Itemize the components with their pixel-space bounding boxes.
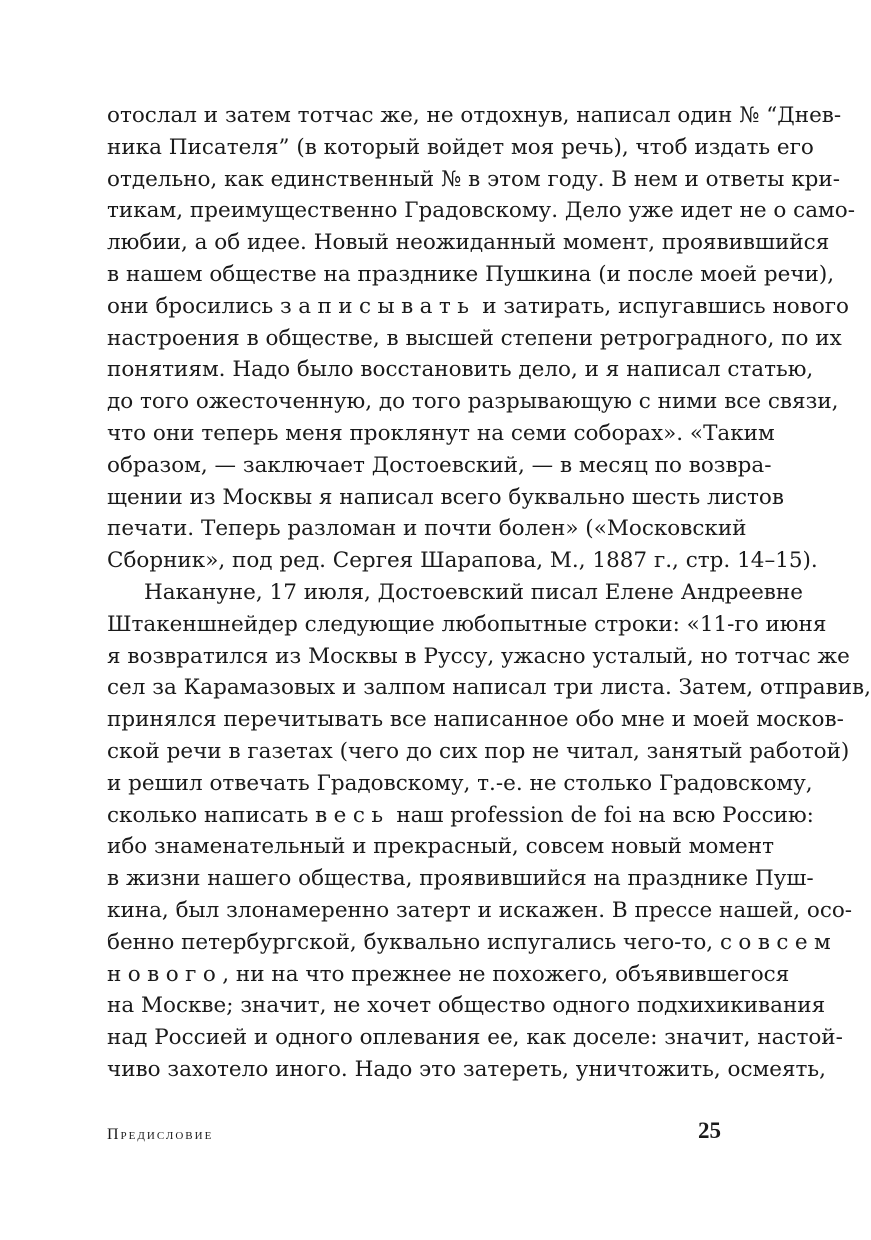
spaced-emphasis: весь <box>315 802 390 828</box>
text-line: отдельно, как единственный № в этом году. В нем и ответы кри- <box>107 166 840 192</box>
spaced-emphasis: записывать <box>280 293 476 319</box>
text-line: отослал и затем тотчас же, не отдохнув, написал один № “Днев- <box>107 103 842 128</box>
text-line <box>107 800 814 832</box>
text-line: любии, а об идее. Новый неожиданный момент, проявившийся <box>107 230 830 256</box>
text-line <box>107 959 790 991</box>
text-line <box>107 927 838 959</box>
text-line: ской речи в газетах (чего до сих пор не читал, занятый работой) <box>107 738 850 764</box>
text-line: образом, — заключает Достоевский, — в месяц по возвра- <box>107 452 772 478</box>
text-line: печати. Теперь разломан и почти болен» («Московский <box>107 516 747 542</box>
text-run: они бросились <box>107 293 281 319</box>
text-line: на Москве; значит, не хочет общество одного подхихикивания <box>107 993 826 1019</box>
text-line: ника Писателя” (в который войдет моя речь), чтоб издать его <box>107 134 814 160</box>
text-line <box>107 291 850 323</box>
text-line: тикам, преимущественно Градовскому. Дело уже идет не о само- <box>107 198 855 224</box>
text-run: , ни на что прежнее не похожего, объявившегося <box>222 961 790 987</box>
text-line: Штакеншнейдер следующие любопытные строки: «11-го июня <box>107 611 827 637</box>
text-run: и затирать, испугавшись нового <box>475 293 850 319</box>
text-line: кина, был злонамеренно затерт и искажен. В прессе нашей, осо- <box>107 897 853 923</box>
text-run: наш profession de foi на всю Россию: <box>389 802 814 828</box>
text-line: Накануне, 17 июля, Достоевский писал Елене Андреевне <box>144 579 803 605</box>
text-line: и решил отвечать Градовскому, т.-е. не столько Градовскому, <box>107 770 813 796</box>
text-line: в нашем обществе на празднике Пушкина (и после моей речи), <box>107 261 835 287</box>
spaced-emphasis: совсем <box>719 929 838 955</box>
text-run: бенно петербургской, буквально испугались чего-то, <box>107 929 720 955</box>
page-number: 25 <box>698 1118 721 1143</box>
text-line: я возвратился из Москвы в Руссу, ужасно усталый, но тотчас же <box>107 643 850 669</box>
text-run: сколько написать <box>107 802 316 828</box>
text-line: в жизни нашего общества, проявившийся на празднике Пуш- <box>107 866 814 892</box>
text-line: до того ожесточенную, до того разрывающую с ними все связи, <box>107 389 839 415</box>
text-line: чиво захотело иного. Надо это затереть, уничтожить, осмеять, <box>107 1056 826 1082</box>
text-line: над Россией и одного оплевания ее, как доселе: значит, настой- <box>107 1025 843 1051</box>
text-line: настроения в обществе, в высшей степени ретроградного, по их <box>107 325 842 351</box>
running-footer-title: Предисловие <box>107 1126 214 1143</box>
text-line: что они теперь меня проклянут на семи соборах». «Таким <box>107 420 775 446</box>
text-line: принялся перечитывать все написанное обо мне и моей москов- <box>107 707 844 733</box>
body-text <box>107 100 871 1086</box>
text-line: сел за Карамазовых и залпом написал три листа. Затем, отправив, <box>107 675 871 701</box>
text-line: понятиям. Надо было восстановить дело, и я написал статью, <box>107 357 814 383</box>
text-line: щении из Москвы я написал всего буквально шесть листов <box>107 484 784 510</box>
spaced-emphasis: нового <box>107 961 223 987</box>
text-line: Сборник», под ред. Сергея Шарапова, М., 1887 г., стр. 14–15). <box>107 548 818 574</box>
text-line: ибо знаменательный и прекрасный, совсем новый момент <box>107 834 774 860</box>
